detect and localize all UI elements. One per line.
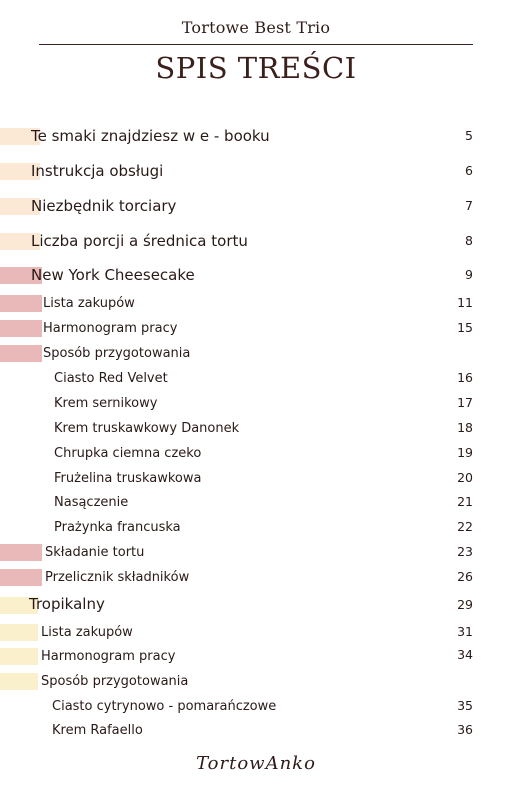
entry-page: 23 [457, 544, 473, 559]
entry-highlight [0, 648, 38, 665]
entry-page: 31 [457, 624, 473, 639]
entry-highlight [0, 569, 42, 586]
entry-page: 34 [457, 647, 473, 662]
entry-highlight [0, 673, 38, 690]
entry-page: 35 [457, 698, 473, 713]
header-title: Tortowe Best Trio [181, 18, 331, 37]
entry-label: Ciasto cytrynowo - pomarańczowe [52, 699, 277, 714]
page-title: SPIS TREŚCI [155, 51, 357, 85]
entry-label: Krem truskawkowy Danonek [54, 421, 240, 436]
entry-page: 26 [457, 569, 473, 584]
entry-page: 29 [457, 597, 473, 612]
entry-label: Sposób przygotowania [43, 346, 191, 361]
entry-label: Harmonogram pracy [43, 321, 178, 336]
entry-page: 15 [457, 320, 473, 335]
entry-label: Przelicznik składników [45, 570, 190, 585]
entry-label: Nasączenie [54, 495, 129, 510]
entry-label: Frużelina truskawkowa [54, 471, 202, 486]
entry-label: Sposób przygotowania [41, 674, 189, 689]
entry-label: Składanie tortu [45, 545, 145, 560]
entry-highlight [0, 544, 42, 561]
entry-label: Tropikalny [29, 595, 105, 613]
entry-highlight [0, 345, 42, 362]
entry-page: 17 [457, 395, 473, 410]
entry-label: Krem Rafaello [52, 723, 143, 738]
entry-label: Ciasto Red Velvet [54, 371, 168, 386]
entry-page: 9 [465, 267, 473, 282]
entry-highlight [0, 295, 42, 312]
entry-page: 16 [457, 370, 473, 385]
entry-highlight [0, 320, 42, 337]
entry-page: 21 [457, 494, 473, 509]
entry-label: Harmonogram pracy [41, 649, 176, 664]
entry-label: Instrukcja obsługi [31, 162, 164, 180]
entry-page: 19 [457, 445, 473, 460]
entry-label: Lista zakupów [43, 296, 135, 311]
entry-label: Te smaki znajdziesz w e - booku [31, 127, 270, 145]
entry-page: 11 [457, 295, 473, 310]
entry-page: 8 [465, 233, 473, 248]
entry-label: Chrupka ciemna czeko [54, 446, 202, 461]
entry-page: 5 [465, 128, 473, 143]
entry-label: Prażynka francuska [54, 520, 181, 535]
entry-label: Liczba porcji a średnica tortu [31, 232, 248, 250]
entry-page: 6 [465, 163, 473, 178]
entry-label: Krem sernikowy [54, 396, 158, 411]
entry-page: 20 [457, 470, 473, 485]
entry-label: New York Cheesecake [31, 266, 195, 284]
entry-highlight [0, 624, 38, 641]
entry-label: Lista zakupów [41, 625, 133, 640]
entry-page: 36 [457, 722, 473, 737]
entry-page: 18 [457, 420, 473, 435]
entry-page: 22 [457, 519, 473, 534]
entry-label: Niezbędnik torciary [31, 197, 177, 215]
footer-brand: TortowAnko [196, 753, 316, 774]
entry-page: 7 [465, 198, 473, 213]
